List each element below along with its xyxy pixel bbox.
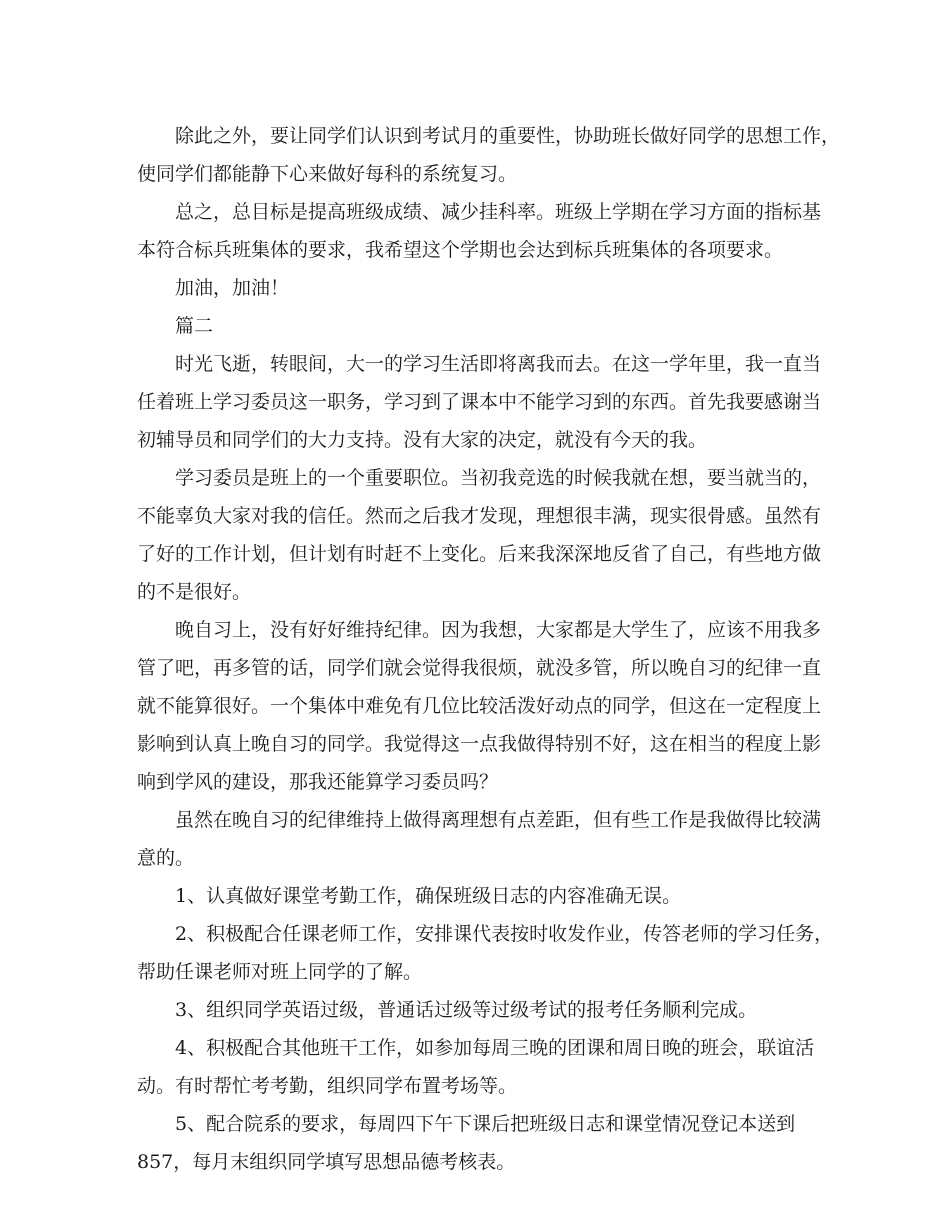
text-line: 学习委员是班上的一个重要职位。当初我竞选的时候我就在想，要当就当的， <box>175 467 822 489</box>
text-line: 不能辜负大家对我的信任。然而之后我才发现，理想很丰满，现实很骨感。虽然有 <box>137 505 822 527</box>
text-line: 3、组织同学英语过级，普通话过级等过级考试的报考任务顺利完成。 <box>175 999 758 1021</box>
text-line: 加油，加油！ <box>175 277 290 299</box>
text-line: 就不能算很好。一个集体中难免有几位比较活泼好动点的同学，但这在一定程度上 <box>137 695 822 717</box>
text-line: 857，每月末组织同学填写思想品德考核表。 <box>137 1151 516 1173</box>
text-line: 5、配合院系的要求，每周四下午下课后把班级日志和课堂情况登记本送到 <box>175 1113 796 1135</box>
text-line: 的不是很好。 <box>137 581 252 603</box>
text-line: 1、认真做好课堂考勤工作，确保班级日志的内容准确无误。 <box>175 885 682 907</box>
text-line: 使同学们都能静下心来做好每科的系统复习。 <box>137 163 518 185</box>
text-line: 动。有时帮忙考考勤，组织同学布置考场等。 <box>137 1075 518 1097</box>
text-line: 管了吧，再多管的话，同学们就会觉得我很烦，就没多管，所以晚自习的纪律一直 <box>137 657 822 679</box>
text-line: 2、积极配合任课老师工作，安排课代表按时收发作业，传答老师的学习任务， <box>175 923 834 945</box>
text-line: 虽然在晚自习的纪律维持上做得离理想有点差距，但有些工作是我做得比较满 <box>175 809 822 831</box>
text-line: 帮助任课老师对班上同学的了解。 <box>137 961 423 983</box>
text-line: 影响到认真上晚自习的同学。我觉得这一点我做得特别不好，这在相当的程度上影 <box>137 733 822 755</box>
text-line: 初辅导员和同学们的大力支持。没有大家的决定，就没有今天的我。 <box>137 429 708 451</box>
text-line: 了好的工作计划，但计划有时赶不上变化。后来我深深地反省了自己，有些地方做 <box>137 543 822 565</box>
text-line: 晚自习上，没有好好维持纪律。因为我想，大家都是大学生了，应该不用我多 <box>175 619 822 641</box>
text-line: 除此之外，要让同学们认识到考试月的重要性，协助班长做好同学的思想工作， <box>175 125 841 147</box>
text-line: 总之，总目标是提高班级成绩、减少挂科率。班级上学期在学习方面的指标基 <box>175 201 822 223</box>
document-body <box>137 117 841 1181</box>
text-line: 响到学风的建设，那我还能算学习委员吗？ <box>137 771 499 793</box>
text-line: 篇二 <box>175 315 214 337</box>
text-line: 本符合标兵班集体的要求，我希望这个学期也会达到标兵班集体的各项要求。 <box>137 239 784 261</box>
text-line: 任着班上学习委员这一职务，学习到了课本中不能学习到的东西。首先我要感谢当 <box>137 391 822 413</box>
text-line: 意的。 <box>137 847 195 869</box>
text-line: 4、积极配合其他班干工作，如参加每周三晚的团课和周日晚的班会，联谊活 <box>175 1037 815 1059</box>
text-line: 时光飞逝，转眼间，大一的学习生活即将离我而去。在这一学年里，我一直当 <box>175 353 822 375</box>
